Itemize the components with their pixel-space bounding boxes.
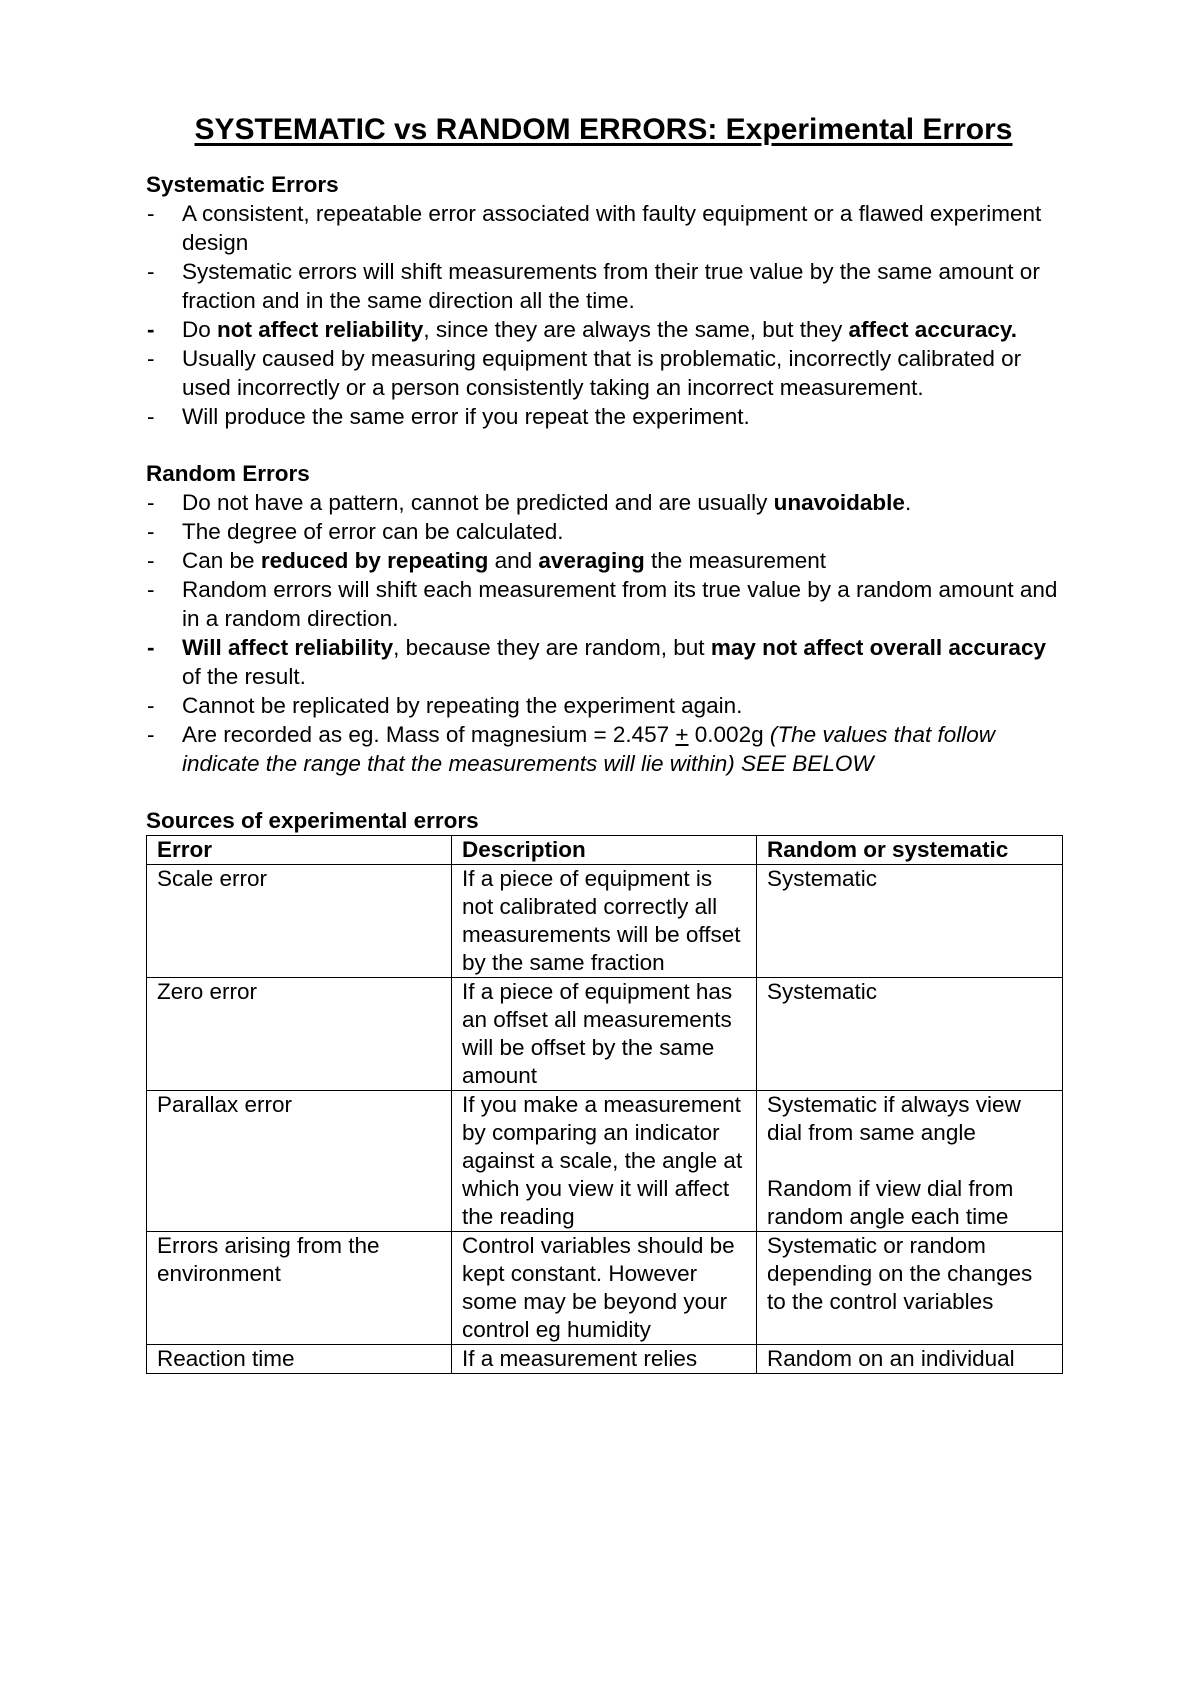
bold-phrase: Will affect reliability	[182, 635, 394, 660]
list-item-text: A consistent, repeatable error associated with faulty equipment or a flawed experiment design	[182, 201, 1042, 255]
list-item	[146, 517, 1061, 546]
list-item	[146, 199, 1061, 257]
sources-section	[146, 806, 1061, 1374]
list-item-text: Usually caused by measuring equipment that is problematic, incorrectly calibrated or used incorrectly or a person consistently taking an incorrect measurement.	[182, 346, 1022, 400]
table-row	[147, 865, 1063, 978]
table-row	[147, 1232, 1063, 1345]
table-row	[147, 1091, 1063, 1232]
list-item-text: Can be	[182, 548, 261, 573]
dash-bullet: -	[147, 577, 155, 602]
dash-bullet: -	[147, 519, 155, 544]
systematic-errors-heading: Systematic Errors	[146, 172, 339, 197]
sources-heading: Sources of experimental errors	[146, 808, 479, 833]
cell-type-text: Systematic if always view dial from same angle	[767, 1092, 1021, 1145]
cell-description: If you make a measurement by comparing an indicator against a scale, the angle at which you view it will affect the reading	[452, 1091, 757, 1232]
dash-bullet: -	[147, 404, 155, 429]
bold-phrase: affect accuracy.	[848, 317, 1017, 342]
list-item	[146, 315, 1061, 344]
list-item	[146, 720, 1061, 778]
list-item-text: Systematic errors will shift measurements from their true value by the same amount or fraction and in the same direction all the time.	[182, 259, 1040, 313]
bold-phrase: averaging	[538, 548, 645, 573]
dash-bullet: -	[147, 346, 155, 371]
cell-description: If a piece of equipment has an offset all measurements will be offset by the same amount	[452, 978, 757, 1091]
list-item-text: Do not have a pattern, cannot be predicted and are usually	[182, 490, 774, 515]
list-item-text: Cannot be replicated by repeating the experiment again.	[182, 693, 743, 718]
bold-phrase: reduced by repeating	[260, 548, 489, 573]
cell-type-text: Random on an individual	[767, 1346, 1015, 1371]
list-item-text: Random errors will shift each measurement from its true value by a random amount and in a random direction.	[182, 577, 1058, 631]
systematic-errors-section	[146, 170, 1061, 431]
cell-description: Control variables should be kept constant. However some may be beyond your control eg humidity	[452, 1232, 757, 1345]
cell-type	[757, 978, 1063, 1091]
cell-description: If a piece of equipment is not calibrated correctly all measurements will be offset by the same fraction	[452, 865, 757, 978]
cell-error: Parallax error	[147, 1091, 452, 1232]
random-errors-heading: Random Errors	[146, 461, 310, 486]
list-item-text: the measurement	[644, 548, 827, 573]
column-header-error: Error	[147, 836, 452, 865]
list-item-text: and	[488, 548, 539, 573]
table-row	[147, 978, 1063, 1091]
cell-type	[757, 865, 1063, 978]
cell-type	[757, 1345, 1063, 1374]
cell-error: Scale error	[147, 865, 452, 978]
list-item	[146, 257, 1061, 315]
cell-spacer	[767, 1147, 1054, 1175]
cell-error: Errors arising from the environment	[147, 1232, 452, 1345]
list-item-text: of the result.	[182, 664, 306, 689]
column-header-description: Description	[452, 836, 757, 865]
random-errors-section	[146, 459, 1061, 778]
italic-note: (The values that follow indicate the range that the measurements will lie within) SEE BELOW	[182, 722, 995, 776]
cell-type-text: Systematic	[767, 979, 878, 1004]
bold-phrase: may not affect overall accuracy	[710, 635, 1046, 660]
list-item	[146, 344, 1061, 402]
list-item-text: Are recorded as eg. Mass of magnesium = 2.457	[182, 722, 676, 747]
list-item	[146, 575, 1061, 633]
list-item	[146, 546, 1061, 575]
list-item-text: Do	[182, 317, 218, 342]
list-item	[146, 402, 1061, 431]
dash-bullet: -	[147, 490, 155, 515]
plus-minus-symbol: +	[675, 722, 689, 747]
systematic-errors-list	[146, 199, 1061, 431]
document-title: SYSTEMATIC vs RANDOM ERRORS: Experimental Errors	[194, 113, 1013, 146]
table-header-row	[147, 836, 1063, 865]
cell-type	[757, 1232, 1063, 1345]
dash-bullet: -	[147, 259, 155, 284]
cell-type	[757, 1091, 1063, 1232]
dash-bullet: -	[147, 693, 155, 718]
cell-error: Reaction time	[147, 1345, 452, 1374]
list-item-text: , because they are random, but	[393, 635, 711, 660]
dash-bullet: -	[147, 201, 155, 226]
list-item	[146, 691, 1061, 720]
list-item-text: The degree of error can be calculated.	[182, 519, 564, 544]
cell-error: Zero error	[147, 978, 452, 1091]
dash-bullet: -	[147, 317, 155, 342]
list-item	[146, 488, 1061, 517]
section-spacer	[146, 778, 1061, 806]
table-row	[147, 1345, 1063, 1374]
random-errors-list	[146, 488, 1061, 778]
section-spacer	[146, 431, 1061, 459]
list-item-text: , since they are always the same, but they	[423, 317, 849, 342]
list-item-text: .	[904, 490, 912, 515]
cell-type-text: Systematic or random depending on the changes to the control variables	[767, 1233, 1033, 1314]
dash-bullet: -	[147, 548, 155, 573]
bold-phrase: unavoidable	[773, 490, 905, 515]
bold-phrase: not affect reliability	[217, 317, 424, 342]
cell-type-text: Random if view dial from random angle each time	[767, 1176, 1014, 1229]
list-item-text: 0.002g	[688, 722, 770, 747]
list-item-text: Will produce the same error if you repeat the experiment.	[182, 404, 750, 429]
sources-table	[146, 835, 1063, 1374]
dash-bullet: -	[147, 635, 155, 660]
cell-type-text: Systematic	[767, 866, 878, 891]
column-header-type: Random or systematic	[757, 836, 1063, 865]
cell-description: If a measurement relies	[452, 1345, 757, 1374]
dash-bullet: -	[147, 722, 155, 747]
list-item	[146, 633, 1061, 691]
